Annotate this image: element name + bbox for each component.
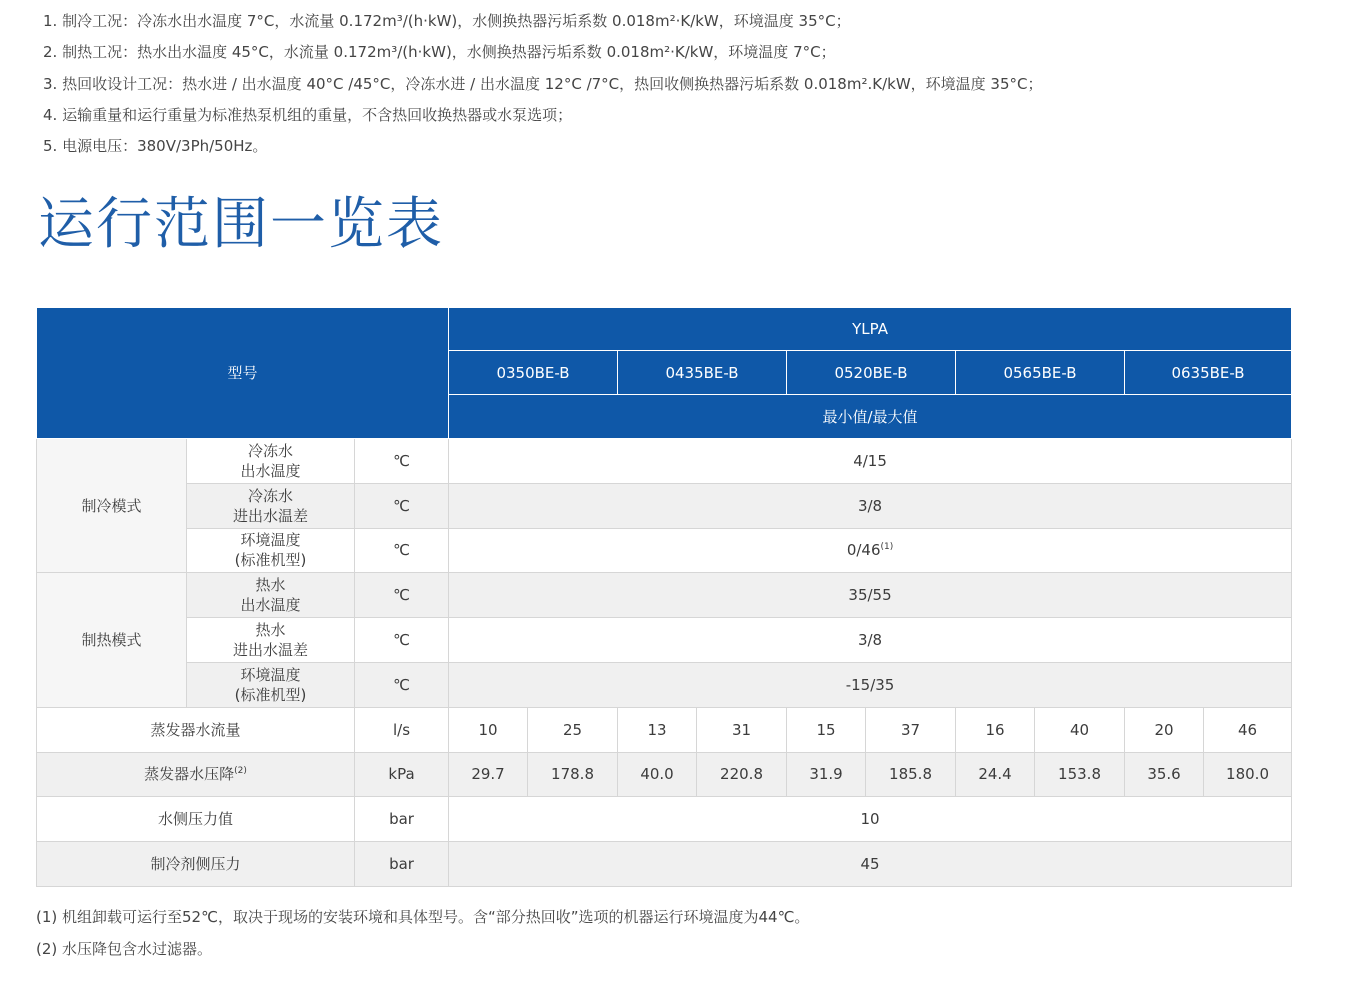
param-label: 冷冻水 进出水温差 <box>187 483 355 528</box>
value-cell: 29.7 <box>449 752 528 797</box>
unit-cell: ℃ <box>355 528 449 573</box>
note-item: 5. 电源电压：380V/3Ph/50Hz。 <box>43 137 268 156</box>
value-cell: 45 <box>449 842 1292 887</box>
param-label: 热水 出水温度 <box>187 573 355 618</box>
note-item: 3. 热回收设计工况：热水进 / 出水温度 40°C /45°C，冷冻水进 / 出水温度 12°C /7°C，热回收侧换热器污垢系数 0.018m².K/kW，环境温度 35°C； <box>43 74 1043 93</box>
value-cell: 35/55 <box>449 573 1292 618</box>
cooling-mode-label: 制冷模式 <box>37 439 187 573</box>
value-cell: 15 <box>787 707 866 752</box>
unit-cell: ℃ <box>355 618 449 663</box>
unit-cell: ℃ <box>355 483 449 528</box>
note-item: 4. 运输重量和运行重量为标准热泵机组的重量，不含热回收换热器或水泵选项； <box>43 105 573 124</box>
notes-list <box>43 6 1042 162</box>
param-label: 热水 进出水温差 <box>187 618 355 663</box>
value-cell: 40 <box>1035 707 1125 752</box>
value-cell: 16 <box>956 707 1035 752</box>
value-cell: 35.6 <box>1125 752 1204 797</box>
table-row <box>37 842 1292 887</box>
value-cell: 4/15 <box>449 439 1292 484</box>
table-row <box>37 707 1292 752</box>
value-cell: 31.9 <box>787 752 866 797</box>
param-label: 冷冻水 出水温度 <box>187 439 355 484</box>
value-cell: -15/35 <box>449 662 1292 707</box>
value-cell: 10 <box>449 797 1292 842</box>
value-cell: 25 <box>528 707 618 752</box>
footnotes-list <box>36 902 809 965</box>
unit-cell: kPa <box>355 752 449 797</box>
unit-cell: ℃ <box>355 662 449 707</box>
table-row <box>37 752 1292 797</box>
param-label: 蒸发器水压降$^{(2)}$ <box>37 752 355 797</box>
minmax-header: 最小值/最大值 <box>449 395 1292 439</box>
model-header: 型号 <box>37 308 449 439</box>
param-label: 蒸发器水流量 <box>37 707 355 752</box>
model-col-header: 0565BE-B <box>956 351 1125 395</box>
value-cell: 40.0 <box>618 752 697 797</box>
unit-cell: bar <box>355 797 449 842</box>
value-cell: 220.8 <box>697 752 787 797</box>
value-cell: 3/8 <box>449 483 1292 528</box>
param-label: 环境温度 (标准机型) <box>187 528 355 573</box>
unit-cell: l/s <box>355 707 449 752</box>
value-cell: 178.8 <box>528 752 618 797</box>
table-row <box>37 662 1292 707</box>
model-col-header: 0435BE-B <box>618 351 787 395</box>
table-row <box>37 439 1292 484</box>
unit-cell: ℃ <box>355 573 449 618</box>
page-title: 运行范围一览表 <box>38 192 444 257</box>
table-row <box>37 573 1292 618</box>
model-col-header: 0520BE-B <box>787 351 956 395</box>
value-cell: 13 <box>618 707 697 752</box>
footnote-ref: (1) <box>880 542 894 553</box>
table-row <box>37 483 1292 528</box>
value-cell: 10 <box>449 707 528 752</box>
operating-range-table <box>36 307 1292 887</box>
value-cell: 20 <box>1125 707 1204 752</box>
value-cell: 46 <box>1204 707 1292 752</box>
note-item: 1. 制冷工况：冷冻水出水温度 7°C，水流量 0.172m³/(h·kW)，水侧换热器污垢系数 0.018m²·K/kW，环境温度 35°C； <box>43 12 851 30</box>
value-cell: 37 <box>866 707 956 752</box>
value-cell: 24.4 <box>956 752 1035 797</box>
value-cell: 153.8 <box>1035 752 1125 797</box>
model-col-header: 0350BE-B <box>449 351 618 395</box>
footnote-ref: (2) <box>234 766 247 777</box>
model-col-header: 0635BE-B <box>1125 351 1292 395</box>
note-item: 2. 制热工况：热水出水温度 45°C，水流量 0.172m³/(h·kW)，水侧换热器污垢系数 0.018m²·K/kW，环境温度 7°C； <box>43 43 836 62</box>
param-label: 制冷剂侧压力 <box>37 842 355 887</box>
series-header: YLPA <box>449 308 1292 351</box>
table-row <box>37 528 1292 573</box>
unit-cell: bar <box>355 842 449 887</box>
table-row <box>37 618 1292 663</box>
footnote-item: (1) 机组卸载可运行至52℃，取决于现场的安装环境和具体型号。含“部分热回收”选项的机器运行环境温度为44℃。 <box>36 908 810 926</box>
value-cell: 0/46$^{(1)}$ <box>449 528 1292 573</box>
footnote-item: (2) 水压降包含水过滤器。 <box>36 939 213 958</box>
param-label: 环境温度 (标准机型) <box>187 662 355 707</box>
value-cell: 31 <box>697 707 787 752</box>
unit-cell: ℃ <box>355 439 449 484</box>
table-row <box>37 797 1292 842</box>
heating-mode-label: 制热模式 <box>37 573 187 707</box>
value-cell: 185.8 <box>866 752 956 797</box>
value-cell: 3/8 <box>449 618 1292 663</box>
value-cell: 180.0 <box>1204 752 1292 797</box>
param-label: 水侧压力值 <box>37 797 355 842</box>
